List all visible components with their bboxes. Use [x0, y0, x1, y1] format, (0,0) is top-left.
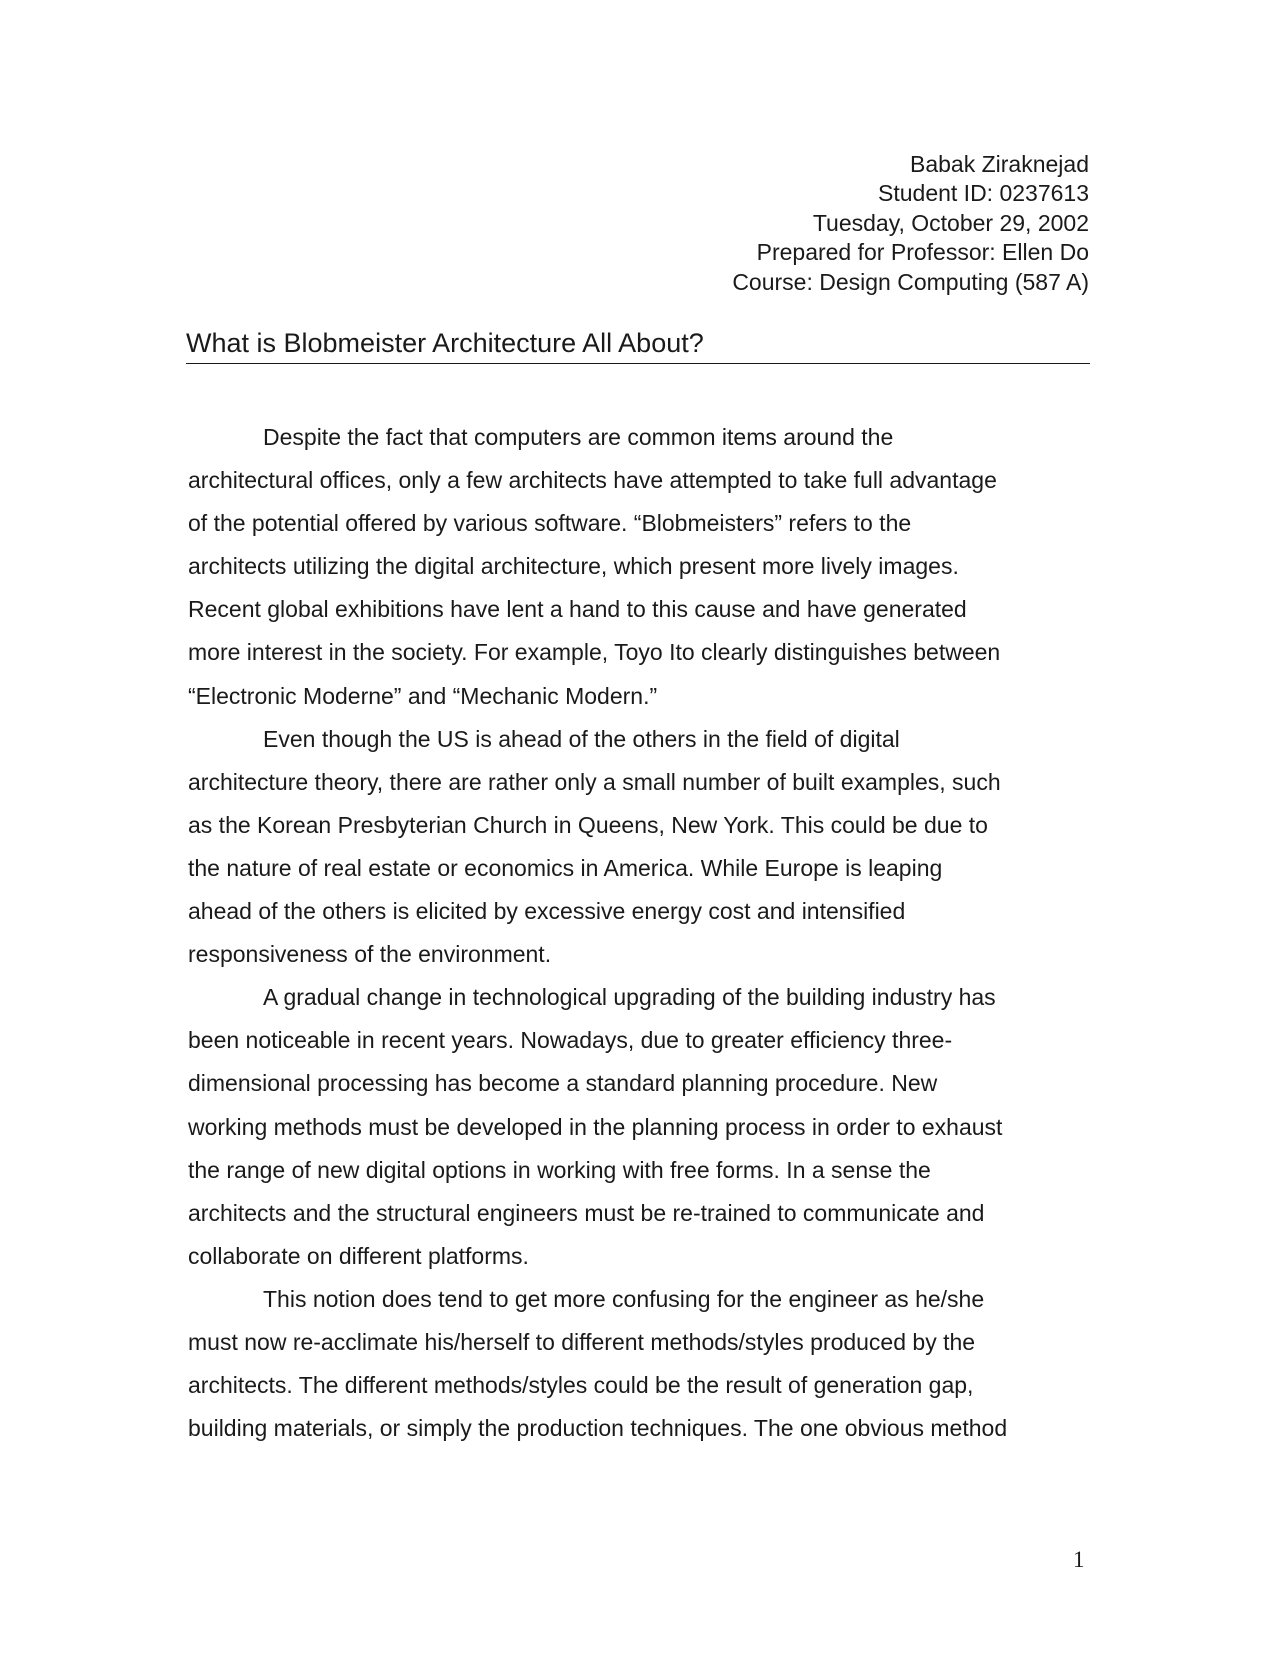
paragraph-4-line: architects. The different methods/styles could be the result of generation gap,: [188, 1372, 974, 1399]
paragraph-1-line: architectural offices, only a few architects have attempted to take full advantage: [188, 467, 997, 494]
paragraph-2-line: architecture theory, there are rather only a small number of built examples, such: [188, 768, 1001, 795]
student-id: Student ID: 0237613: [878, 180, 1089, 207]
paragraph-4-line: must now re-acclimate his/herself to different methods/styles produced by the: [188, 1328, 976, 1355]
date-line: Tuesday, October 29, 2002: [812, 209, 1089, 236]
paragraph-1-line: of the potential offered by various software. “Blobmeisters” refers to the: [188, 510, 912, 537]
paragraph-2-line: Even though the US is ahead of the others in the field of digital: [263, 725, 900, 752]
course-line: Course: Design Computing (587 A): [732, 268, 1089, 295]
paragraph-3-line: working methods must be developed in the planning process in order to exhaust: [188, 1113, 1003, 1140]
document-title: What is Blobmeister Architecture All About?: [186, 326, 1090, 364]
paragraph-3-line: dimensional processing has become a standard planning procedure. New: [188, 1070, 938, 1097]
paragraph-3-line: A gradual change in technological upgrading of the building industry has: [263, 984, 996, 1011]
paragraph-4-line: This notion does tend to get more confusing for the engineer as he/she: [263, 1285, 985, 1312]
paragraph-1-line: “Electronic Moderne” and “Mechanic Modern.”: [188, 682, 658, 709]
author-name: Babak Ziraknejad: [910, 151, 1089, 177]
paragraph-3-line: architects and the structural engineers must be re-trained to communicate and: [188, 1199, 985, 1226]
paragraph-1-line: more interest in the society. For example, Toyo Ito clearly distinguishes between: [188, 639, 1001, 666]
paragraph-3-line: been noticeable in recent years. Nowadays, due to greater efficiency three-: [188, 1027, 953, 1054]
paragraph-1-line: architects utilizing the digital architecture, which present more lively images.: [188, 553, 959, 580]
paragraph-1-line: Despite the fact that computers are common items around the: [263, 424, 894, 450]
paragraph-2-line: responsiveness of the environment.: [188, 941, 552, 968]
paragraph-1-line: Recent global exhibitions have lent a hand to this cause and have generated: [188, 596, 967, 623]
paragraph-4-line: building materials, or simply the production techniques. The one obvious method: [188, 1415, 1008, 1442]
paragraph-3-line: the range of new digital options in working with free forms. In a sense the: [188, 1156, 931, 1183]
author-header: [732, 150, 1089, 297]
paragraph-3-line: collaborate on different platforms.: [188, 1242, 529, 1269]
paragraph-2-line: as the Korean Presbyterian Church in Queens, New York. This could be due to: [188, 811, 988, 838]
body-text: [188, 416, 1088, 1450]
page-number: 1: [1073, 1547, 1085, 1572]
paragraph-2-line: ahead of the others is elicited by excessive energy cost and intensified: [188, 898, 906, 925]
paragraph-2-line: the nature of real estate or economics in America. While Europe is leaping: [188, 854, 943, 881]
professor-line: Prepared for Professor: Ellen Do: [756, 239, 1089, 266]
